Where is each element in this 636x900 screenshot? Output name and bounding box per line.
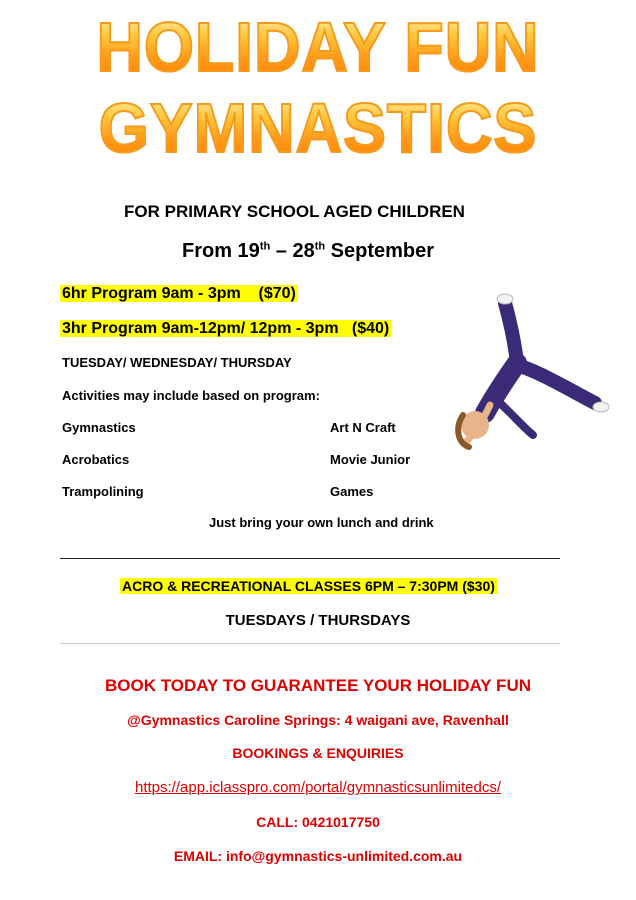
program-3hr-text: 3hr Program 9am-12pm/ 12pm - 3pm ($40)	[62, 320, 390, 337]
program-3hr	[60, 320, 391, 338]
program-6hr-text: 6hr Program 9am - 3pm ($70)	[62, 285, 296, 302]
divider	[60, 558, 560, 559]
program-days: TUESDAY/ WEDNESDAY/ THURSDAY	[62, 355, 292, 370]
booking-url-row	[0, 779, 636, 796]
activity-item: Gymnastics	[62, 420, 136, 435]
activity-item: Games	[330, 484, 374, 499]
activity-item: Art N Craft	[330, 420, 396, 435]
date-sup-2: th	[314, 240, 326, 253]
activities-intro: Activities may include based on program:	[62, 388, 320, 403]
booking-url-link[interactable]: https://app.iclasspro.com/portal/gymnasticsunlimitedcs/	[135, 779, 501, 796]
activity-item: Acrobatics	[62, 452, 130, 467]
booking-location: @Gymnastics Caroline Springs: 4 waigani ave, Ravenhall	[127, 712, 509, 728]
classes-days: TUESDAYS / THURSDAYS	[225, 612, 411, 629]
classes-title	[120, 578, 497, 594]
date-suffix: September	[325, 240, 435, 262]
date-sup-1: th	[259, 240, 271, 253]
program-6hr	[60, 285, 298, 303]
gymnast-illustration	[445, 285, 620, 460]
activity-item: Trampolining	[62, 484, 144, 499]
booking-call: CALL: 0421017750	[256, 814, 380, 830]
activity-item: Movie Junior	[330, 452, 411, 467]
divider	[60, 643, 560, 644]
date-middle: – 28	[270, 240, 315, 262]
date-range	[182, 240, 434, 263]
booking-enquiries: BOOKINGS & ENQUIRIES	[232, 745, 404, 761]
subtitle: FOR PRIMARY SCHOOL AGED CHILDREN	[124, 202, 465, 221]
booking-email: EMAIL: info@gymnastics-unlimited.com.au	[173, 848, 463, 864]
title-line-2: GYMNASTICS	[25, 93, 610, 163]
title-line-1: HOLIDAY FUN	[25, 12, 610, 82]
date-prefix: From 19	[182, 240, 260, 262]
lunch-note: Just bring your own lunch and drink	[209, 515, 434, 530]
classes-title-text: ACRO & RECREATIONAL CLASSES 6PM – 7:30PM ($30)	[122, 578, 495, 594]
booking-headline: BOOK TODAY TO GUARANTEE YOUR HOLIDAY FUN	[104, 676, 531, 695]
